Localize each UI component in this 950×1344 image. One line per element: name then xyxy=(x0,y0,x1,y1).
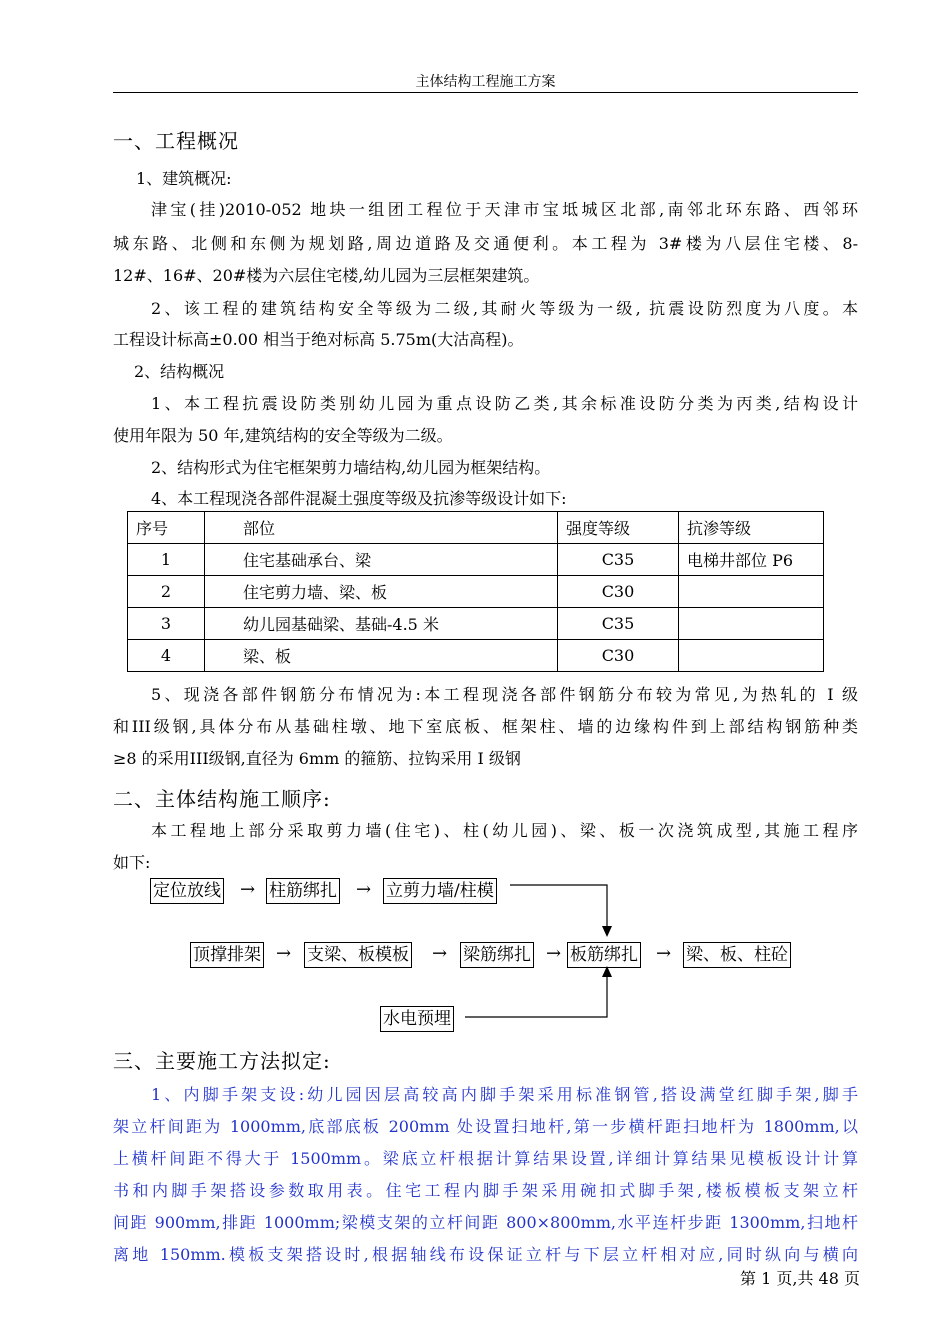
flow-step-box: 梁筋绑扎 xyxy=(460,942,534,968)
table-cell: C35 xyxy=(558,544,679,576)
flow-step-box: 定位放线 xyxy=(150,878,224,904)
table-cell: C30 xyxy=(558,576,679,608)
table-cell: 梁、板 xyxy=(205,640,558,672)
paragraph-line: 1、内脚手架支设:幼儿园因层高较高内脚手架采用标准钢管,搭设满堂红脚手架,脚手 xyxy=(151,1085,858,1104)
flow-step-box: 水电预埋 xyxy=(380,1006,454,1032)
paragraph-line: 城东路、北侧和东侧为规划路,周边道路及交通便利。本工程为 3#楼为八层住宅楼、8- xyxy=(113,234,858,253)
flow-step-box: 立剪力墙/柱模 xyxy=(383,878,497,904)
flow-step-box: 支梁、板模板 xyxy=(304,942,412,968)
flow-arrow: → xyxy=(546,943,562,964)
table-cell: 幼儿园基础梁、基础-4.5 米 xyxy=(205,608,558,640)
table-cell: C30 xyxy=(558,640,679,672)
paragraph-line: 架立杆间距为 1000mm,底部底板 200mm 处设置扫地杆,第一步横杆距扫地杆为 1800mm,以 xyxy=(113,1117,858,1136)
paragraph-line: 2、结构形式为住宅框架剪力墙结构,幼儿园为框架结构。 xyxy=(151,458,551,477)
paragraph-line: 如下: xyxy=(113,853,151,872)
table-cell: C35 xyxy=(558,608,679,640)
section-1-title: 一、工程概况 xyxy=(113,129,239,153)
table-cell: 电梯井部位 P6 xyxy=(679,544,824,576)
flow-step-box: 柱筋绑扎 xyxy=(266,878,340,904)
table-cell: 住宅基础承台、梁 xyxy=(205,544,558,576)
paragraph-line: 本工程地上部分采取剪力墙(住宅)、柱(幼儿园)、梁、板一次浇筑成型,其施工程序 xyxy=(151,821,858,840)
paragraph-line: 1、本工程抗震设防类别幼儿园为重点设防乙类,其余标准设防分类为丙类,结构设计 xyxy=(151,394,858,413)
flow-arrow: → xyxy=(356,879,372,900)
paragraph-line: 4、本工程现浇各部件混凝土强度等级及抗渗等级设计如下: xyxy=(151,489,567,508)
connector-line xyxy=(465,975,607,1017)
section-1-2-title: 2、结构概况 xyxy=(134,362,225,381)
flow-step-box: 顶撑排架 xyxy=(190,942,264,968)
paragraph-line: 离地 150mm.模板支架搭设时,根据轴线布设保证立杆与下层立杆相对应,同时纵向与横向 xyxy=(113,1245,858,1264)
paragraph-line: 5、现浇各部件钢筋分布情况为:本工程现浇各部件钢筋分布较为常见,为热轧的 I 级 xyxy=(151,685,858,704)
table-header-cell: 强度等级 xyxy=(558,512,679,544)
connector-line xyxy=(510,885,607,927)
paragraph-line: 津宝(挂)2010-052 地块一组团工程位于天津市宝坻城区北部,南邻北环东路、西邻环 xyxy=(151,200,858,219)
paragraph-line: 和III级钢,具体分布从基础柱墩、地下室底板、框架柱、墙的边缘构件到上部结构钢筋种类 xyxy=(113,717,858,736)
table-cell: 4 xyxy=(128,640,205,672)
paragraph-line: 上横杆间距不得大于 1500mm。梁底立杆根据计算结果设置,详细计算结果见模板设计计算 xyxy=(113,1149,858,1168)
table-cell: 住宅剪力墙、梁、板 xyxy=(205,576,558,608)
paragraph-line: ≥8 的采用III级钢,直径为 6mm 的箍筋、拉钩采用 I 级钢 xyxy=(113,749,521,768)
page-header: 主体结构工程施工方案 xyxy=(113,72,858,93)
flow-step-box: 板筋绑扎 xyxy=(567,942,641,968)
arrow-head xyxy=(602,926,612,937)
section-2-title: 二、主体结构施工顺序: xyxy=(113,787,331,811)
flow-arrow: → xyxy=(432,943,448,964)
table-cell: 2 xyxy=(128,576,205,608)
section-3-title: 三、主要施工方法拟定: xyxy=(113,1049,331,1073)
paragraph-line: 书和内脚手架搭设参数取用表。住宅工程内脚手架采用碗扣式脚手架,楼板模板支架立杆 xyxy=(113,1181,858,1200)
table-cell: 3 xyxy=(128,608,205,640)
section-1-1-title: 1、建筑概况: xyxy=(136,169,232,188)
table-header-cell: 抗渗等级 xyxy=(679,512,824,544)
flow-arrow: → xyxy=(656,943,672,964)
table-cell: 1 xyxy=(128,544,205,576)
page-footer: 第 1 页,共 48 页 xyxy=(740,1269,860,1288)
paragraph-line: 2、该工程的建筑结构安全等级为二级,其耐火等级为一级, 抗震设防烈度为八度。本 xyxy=(151,299,858,318)
flow-step-box: 梁、板、柱砼 xyxy=(683,942,791,968)
paragraph-line: 12#、16#、20#楼为六层住宅楼,幼儿园为三层框架建筑。 xyxy=(113,266,540,285)
paragraph-line: 工程设计标高±0.00 相当于绝对标高 5.75m(大沽高程)。 xyxy=(113,330,524,349)
paragraph-line: 使用年限为 50 年,建筑结构的安全等级为二级。 xyxy=(113,426,453,445)
paragraph-line: 间距 900mm,排距 1000mm;梁模支架的立杆间距 800×800mm,水平连杆步距 1300mm,扫地杆 xyxy=(113,1213,858,1232)
flow-arrow: → xyxy=(240,879,256,900)
flow-arrow: → xyxy=(276,943,292,964)
table-header-cell: 部位 xyxy=(205,512,558,544)
table-header-cell: 序号 xyxy=(128,512,205,544)
